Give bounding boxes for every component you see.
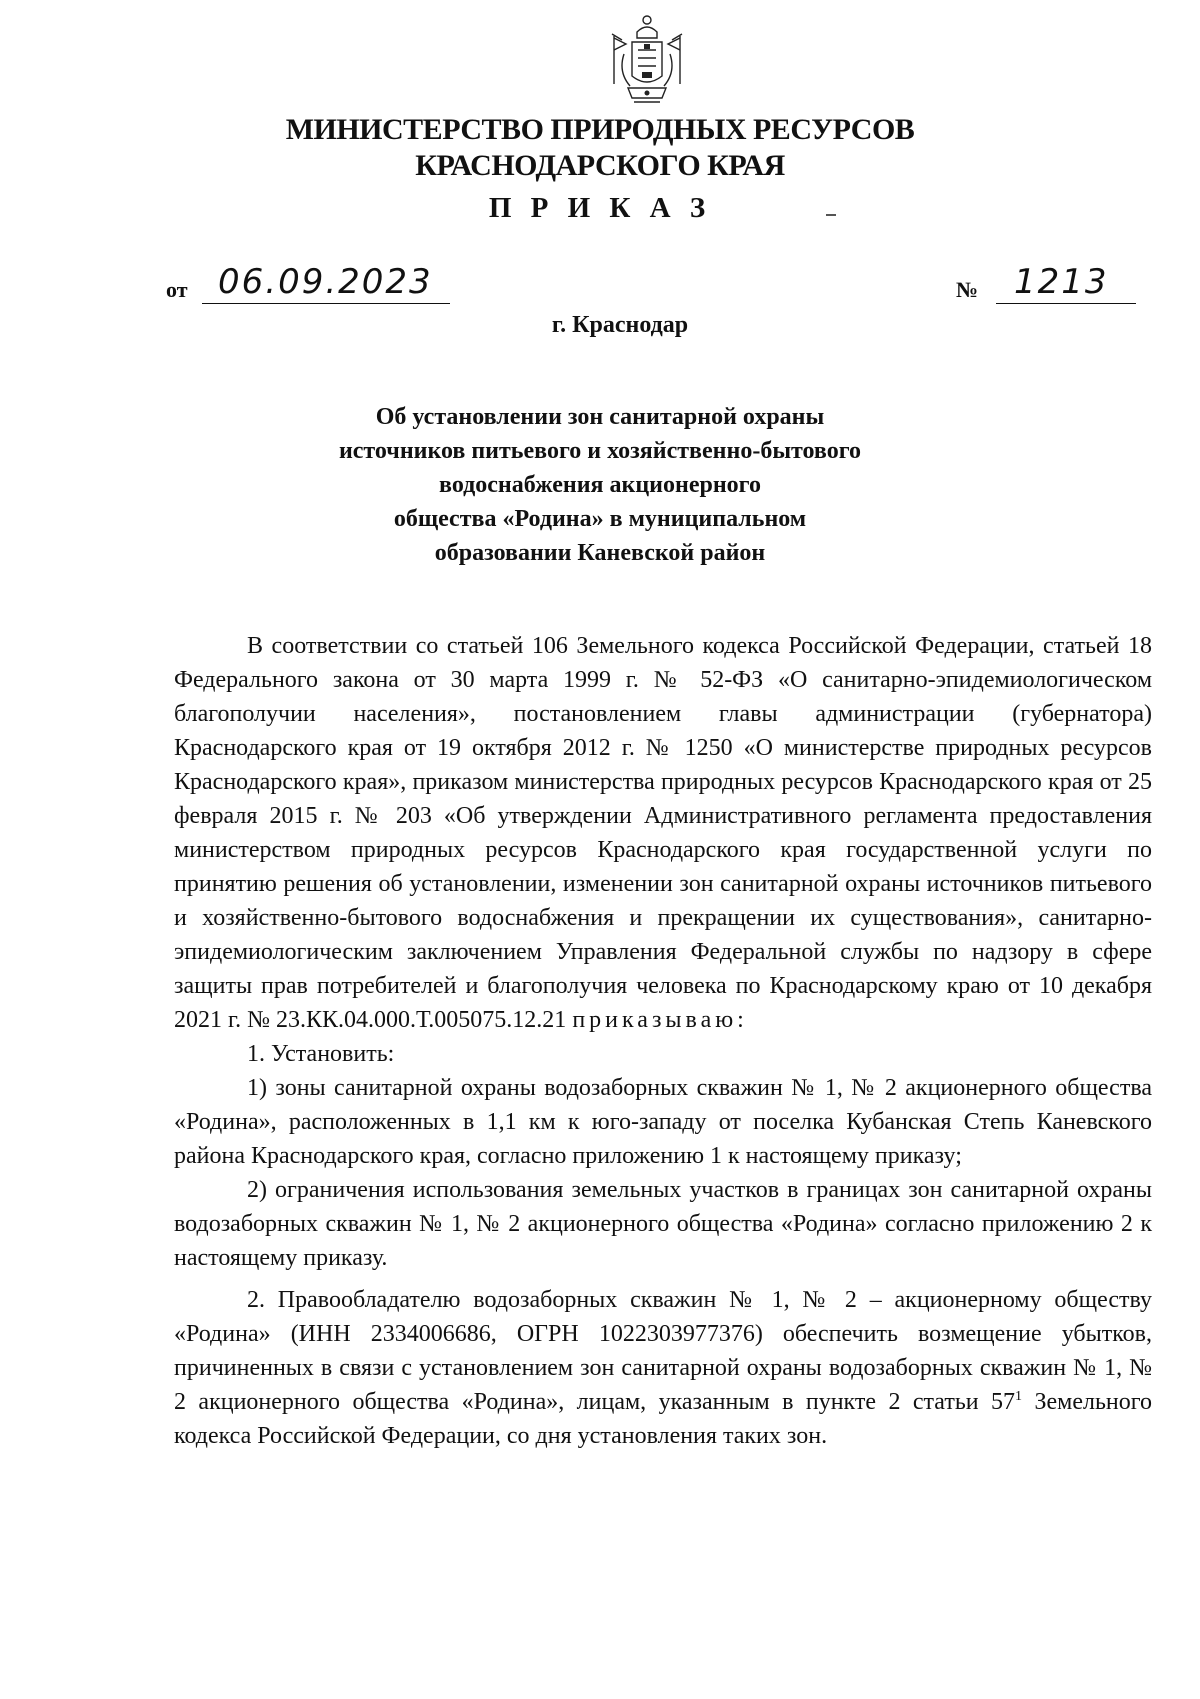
ministry-name-line2: КРАСНОДАРСКОГО КРАЯ xyxy=(415,149,785,182)
ministry-name xyxy=(0,112,1200,184)
number-underline xyxy=(996,303,1136,304)
city-name: г. Краснодар xyxy=(551,312,689,338)
order-subject xyxy=(0,400,1200,570)
number-label: № xyxy=(956,277,979,302)
number-value-handwritten: 1213 xyxy=(1014,262,1109,302)
preamble-text: В соответствии со статьей 106 Земельного кодекса Российской Федерации, статьей 18 Федерального закона от 30 марта 1999 г. № 52-ФЗ «О санитарно-эпидемиологическом благополучии населения», постановлением главы администрации (губернатора) Краснодарского края от 19 октября 2012 г. № 1250 «О министерстве природных ресурсов Краснодарского края», приказом министерства природных ресурсов Краснодарского края от 25 февраля 2015 г. № 203 «Об утверждении Административного регламента предоставления министерством природных ресурсов Краснодарского края государственной услуги по принятию решения об установлении, изменении зон санитарной охраны источников питьевого и хозяйственно-бытового водоснабжения и прекращении их существования», санитарно-эпидемиологическим заключением Управления Федеральной службы по надзору в сфере защиты прав потребителей и благополучия человека по Краснодарскому краю от 10 декабря 2021 г. № 23.КК.04.000.Т.005075.12.21 xyxy=(174,633,1152,1033)
order-body xyxy=(174,629,1152,1453)
date-underline xyxy=(202,303,450,304)
item-2 xyxy=(174,1283,1152,1453)
item-1-subitem-1: 1) зоны санитарной охраны водозаборных скважин № 1, № 2 акционерного общества «Родина», расположенных в 1,1 км к юго-западу от поселка Кубанская Степь Каневского района Краснодарского края, согласно приложению 1 к настоящему приказу; xyxy=(174,1075,1152,1169)
order-word: приказываю: xyxy=(572,1007,748,1033)
subject-line: образовании Каневской район xyxy=(434,540,766,566)
date-label: от xyxy=(166,277,188,302)
article-superscript: 1 xyxy=(1015,1389,1023,1404)
subject-line: общества «Родина» в муниципальном xyxy=(393,506,807,532)
coat-of-arms-emblem xyxy=(604,14,690,108)
preamble-paragraph xyxy=(174,629,1152,1037)
subject-line: водоснабжения акционерного xyxy=(439,472,761,498)
item-1-subitem-2: 2) ограничения использования земельных участков в границах зон санитарной охраны водозаборных скважин № 1, № 2 акционерного общества «Родина» согласно приложению 2 к настоящему приказу. xyxy=(174,1177,1152,1271)
stray-mark xyxy=(826,214,836,216)
item-2-text-part1: 2. Правообладателю водозаборных скважин № 1, № 2 – акционерному обществу «Родина» (ИНН 2334006686, ОГРН 1022303977376) обеспечить возмещение убытков, причиненных в связи с установлением зон санитарной охраны водозаборных скважин № 1, № 2 акционерного общества «Родина», лицам, указанным в пункте 2 статьи 57 xyxy=(174,1287,1152,1415)
subject-line: источников питьевого и хозяйственно-бытового xyxy=(338,438,862,464)
item-2-text-part2: Земельного кодекса Российской Федерации, со дня установления таких зон. xyxy=(174,1389,1153,1449)
document-type-title: П Р И К А З xyxy=(488,192,712,224)
ministry-name-line1: МИНИСТЕРСТВО ПРИРОДНЫХ РЕСУРСОВ xyxy=(285,113,915,146)
item-1: 1. Установить: xyxy=(247,1041,395,1067)
subject-line: Об установлении зон санитарной охраны xyxy=(375,404,825,430)
date-value-handwritten: 06.09.2023 xyxy=(218,262,433,302)
